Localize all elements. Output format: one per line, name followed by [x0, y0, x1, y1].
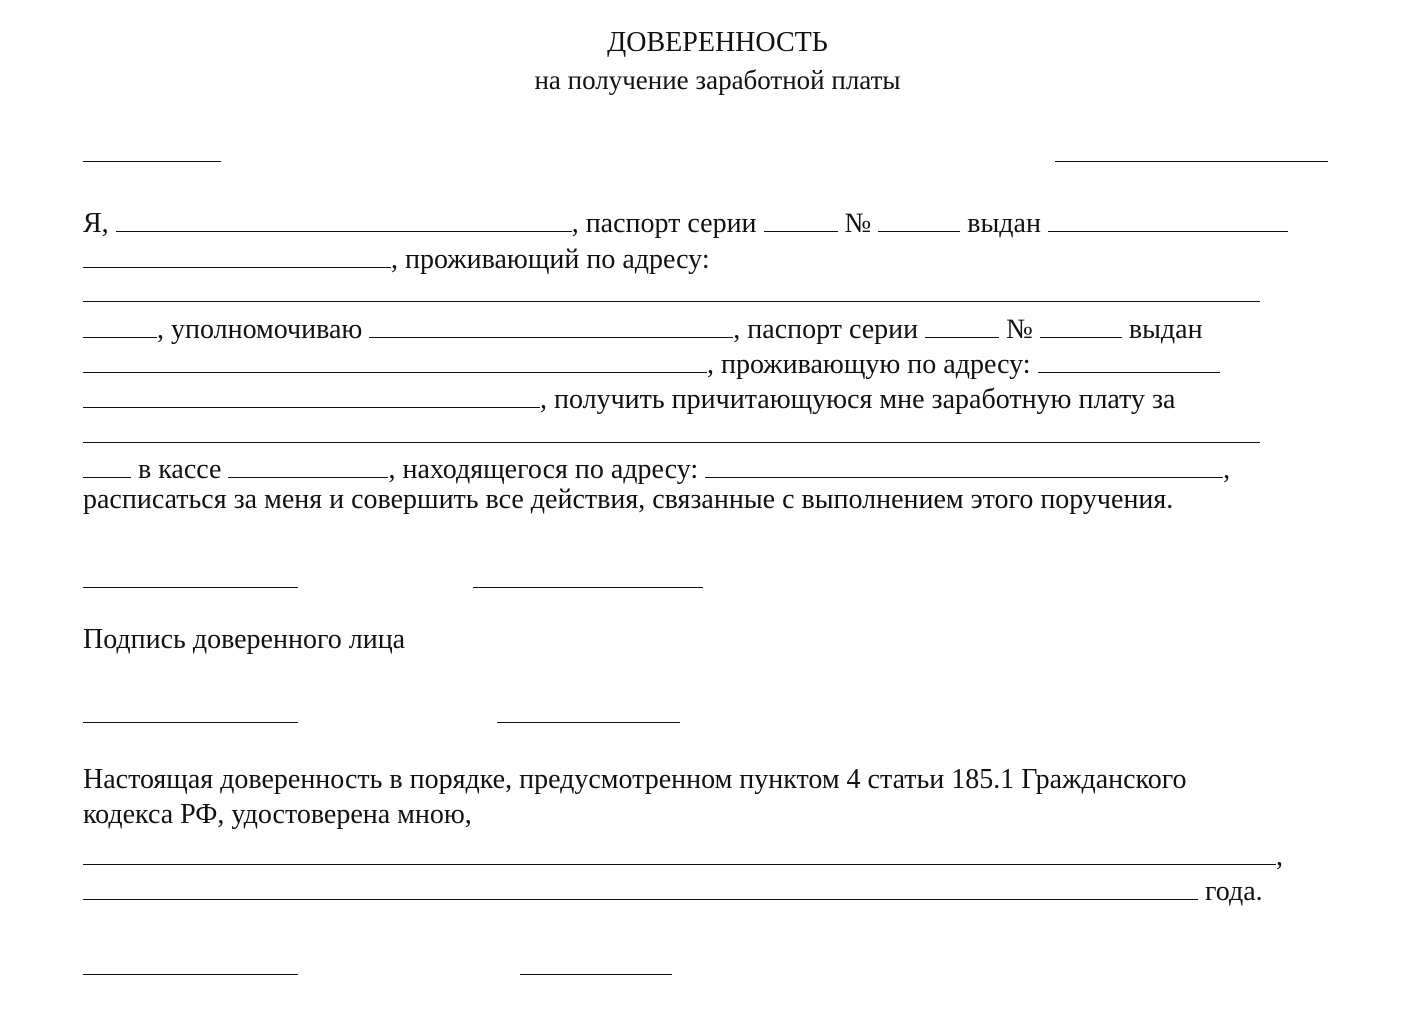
- label-at-cashdesk: в кассе: [138, 454, 222, 485]
- principal-passport-number-field[interactable]: [878, 202, 960, 232]
- label-receive-salary: , получить причитающуюся мне заработную плату за: [540, 384, 1176, 415]
- salary-period-field[interactable]: [83, 413, 1260, 443]
- label-authorize: , уполномочиваю: [157, 314, 363, 345]
- salary-period-end-field[interactable]: [83, 448, 131, 478]
- label-number-1: №: [844, 208, 872, 239]
- label-number-2: №: [1006, 314, 1033, 345]
- cashdesk-line: [83, 448, 1231, 485]
- agent-passport-number-field[interactable]: [1040, 308, 1122, 338]
- agent-name-field[interactable]: [369, 308, 733, 338]
- certifier-signature-field[interactable]: [83, 945, 298, 975]
- principal-name-field[interactable]: [116, 202, 572, 232]
- sign-for-me-line: [83, 483, 1173, 517]
- label-residing-at-f: , проживающую по адресу:: [707, 349, 1031, 380]
- principal-line-3: [83, 272, 1260, 306]
- trusted-signature-name-field[interactable]: [497, 693, 680, 723]
- sign-for-me-text: расписаться за меня и совершить все действия, связанные с выполнением этого поручения.: [83, 484, 1174, 515]
- label-year: года.: [1205, 876, 1263, 907]
- label-passport-series-1: , паспорт серии: [571, 208, 757, 239]
- certifier-line-2: [83, 870, 1263, 907]
- principal-line-2: [83, 238, 710, 275]
- agent-issued-by-field[interactable]: [83, 343, 707, 373]
- agent-line-3: [83, 378, 1176, 415]
- certifier-line-1: [83, 835, 1283, 872]
- principal-signature-field[interactable]: [83, 558, 298, 588]
- cashdesk-address-field[interactable]: [705, 448, 1223, 478]
- agent-line-1: [83, 308, 1203, 345]
- certification-line-1: Настоящая доверенность в порядке, предусмотренном пунктом 4 статьи 185.1 Гражданского: [83, 764, 1187, 795]
- certification-line-2: кодекса РФ, удостоверена мною,: [83, 799, 472, 830]
- principal-line-1: [83, 202, 1288, 239]
- certifier-signature-name-field[interactable]: [520, 945, 672, 975]
- certification-date-field[interactable]: [83, 870, 1198, 900]
- trusted-signature-field[interactable]: [83, 693, 298, 723]
- label-residing-at: , проживающий по адресу:: [391, 244, 710, 275]
- label-i: Я,: [83, 208, 109, 239]
- certifier-details-field[interactable]: [83, 835, 1276, 865]
- principal-issued-by-field[interactable]: [1048, 202, 1288, 232]
- agent-address-continued-field[interactable]: [83, 378, 540, 408]
- principal-passport-series-field[interactable]: [764, 202, 838, 232]
- document-subtitle: на получение заработной платы: [534, 65, 901, 95]
- date-field[interactable]: [1055, 132, 1328, 162]
- principal-issued-by-continued-field[interactable]: [83, 238, 391, 268]
- agent-passport-series-field[interactable]: [925, 308, 999, 338]
- salary-period-line: [83, 413, 1260, 447]
- principal-address-end-field[interactable]: [83, 308, 157, 338]
- trusted-signature-label: Подпись доверенного лица: [83, 624, 406, 655]
- place-field[interactable]: [83, 132, 221, 162]
- certifier-comma: ,: [1276, 841, 1283, 872]
- agent-address-field[interactable]: [1038, 343, 1220, 373]
- agent-line-2: [83, 343, 1220, 380]
- principal-signature-name-field[interactable]: [473, 558, 703, 588]
- principal-address-field[interactable]: [83, 272, 1260, 302]
- label-comma: ,: [1223, 454, 1231, 485]
- document-title: ДОВЕРЕННОСТЬ: [607, 27, 828, 58]
- label-passport-series-2: , паспорт серии: [733, 314, 919, 345]
- label-issued-1: выдан: [967, 208, 1041, 239]
- label-located-at: , находящегося по адресу:: [388, 454, 699, 485]
- cashdesk-name-field[interactable]: [228, 448, 388, 478]
- label-issued-2: выдан: [1128, 314, 1203, 345]
